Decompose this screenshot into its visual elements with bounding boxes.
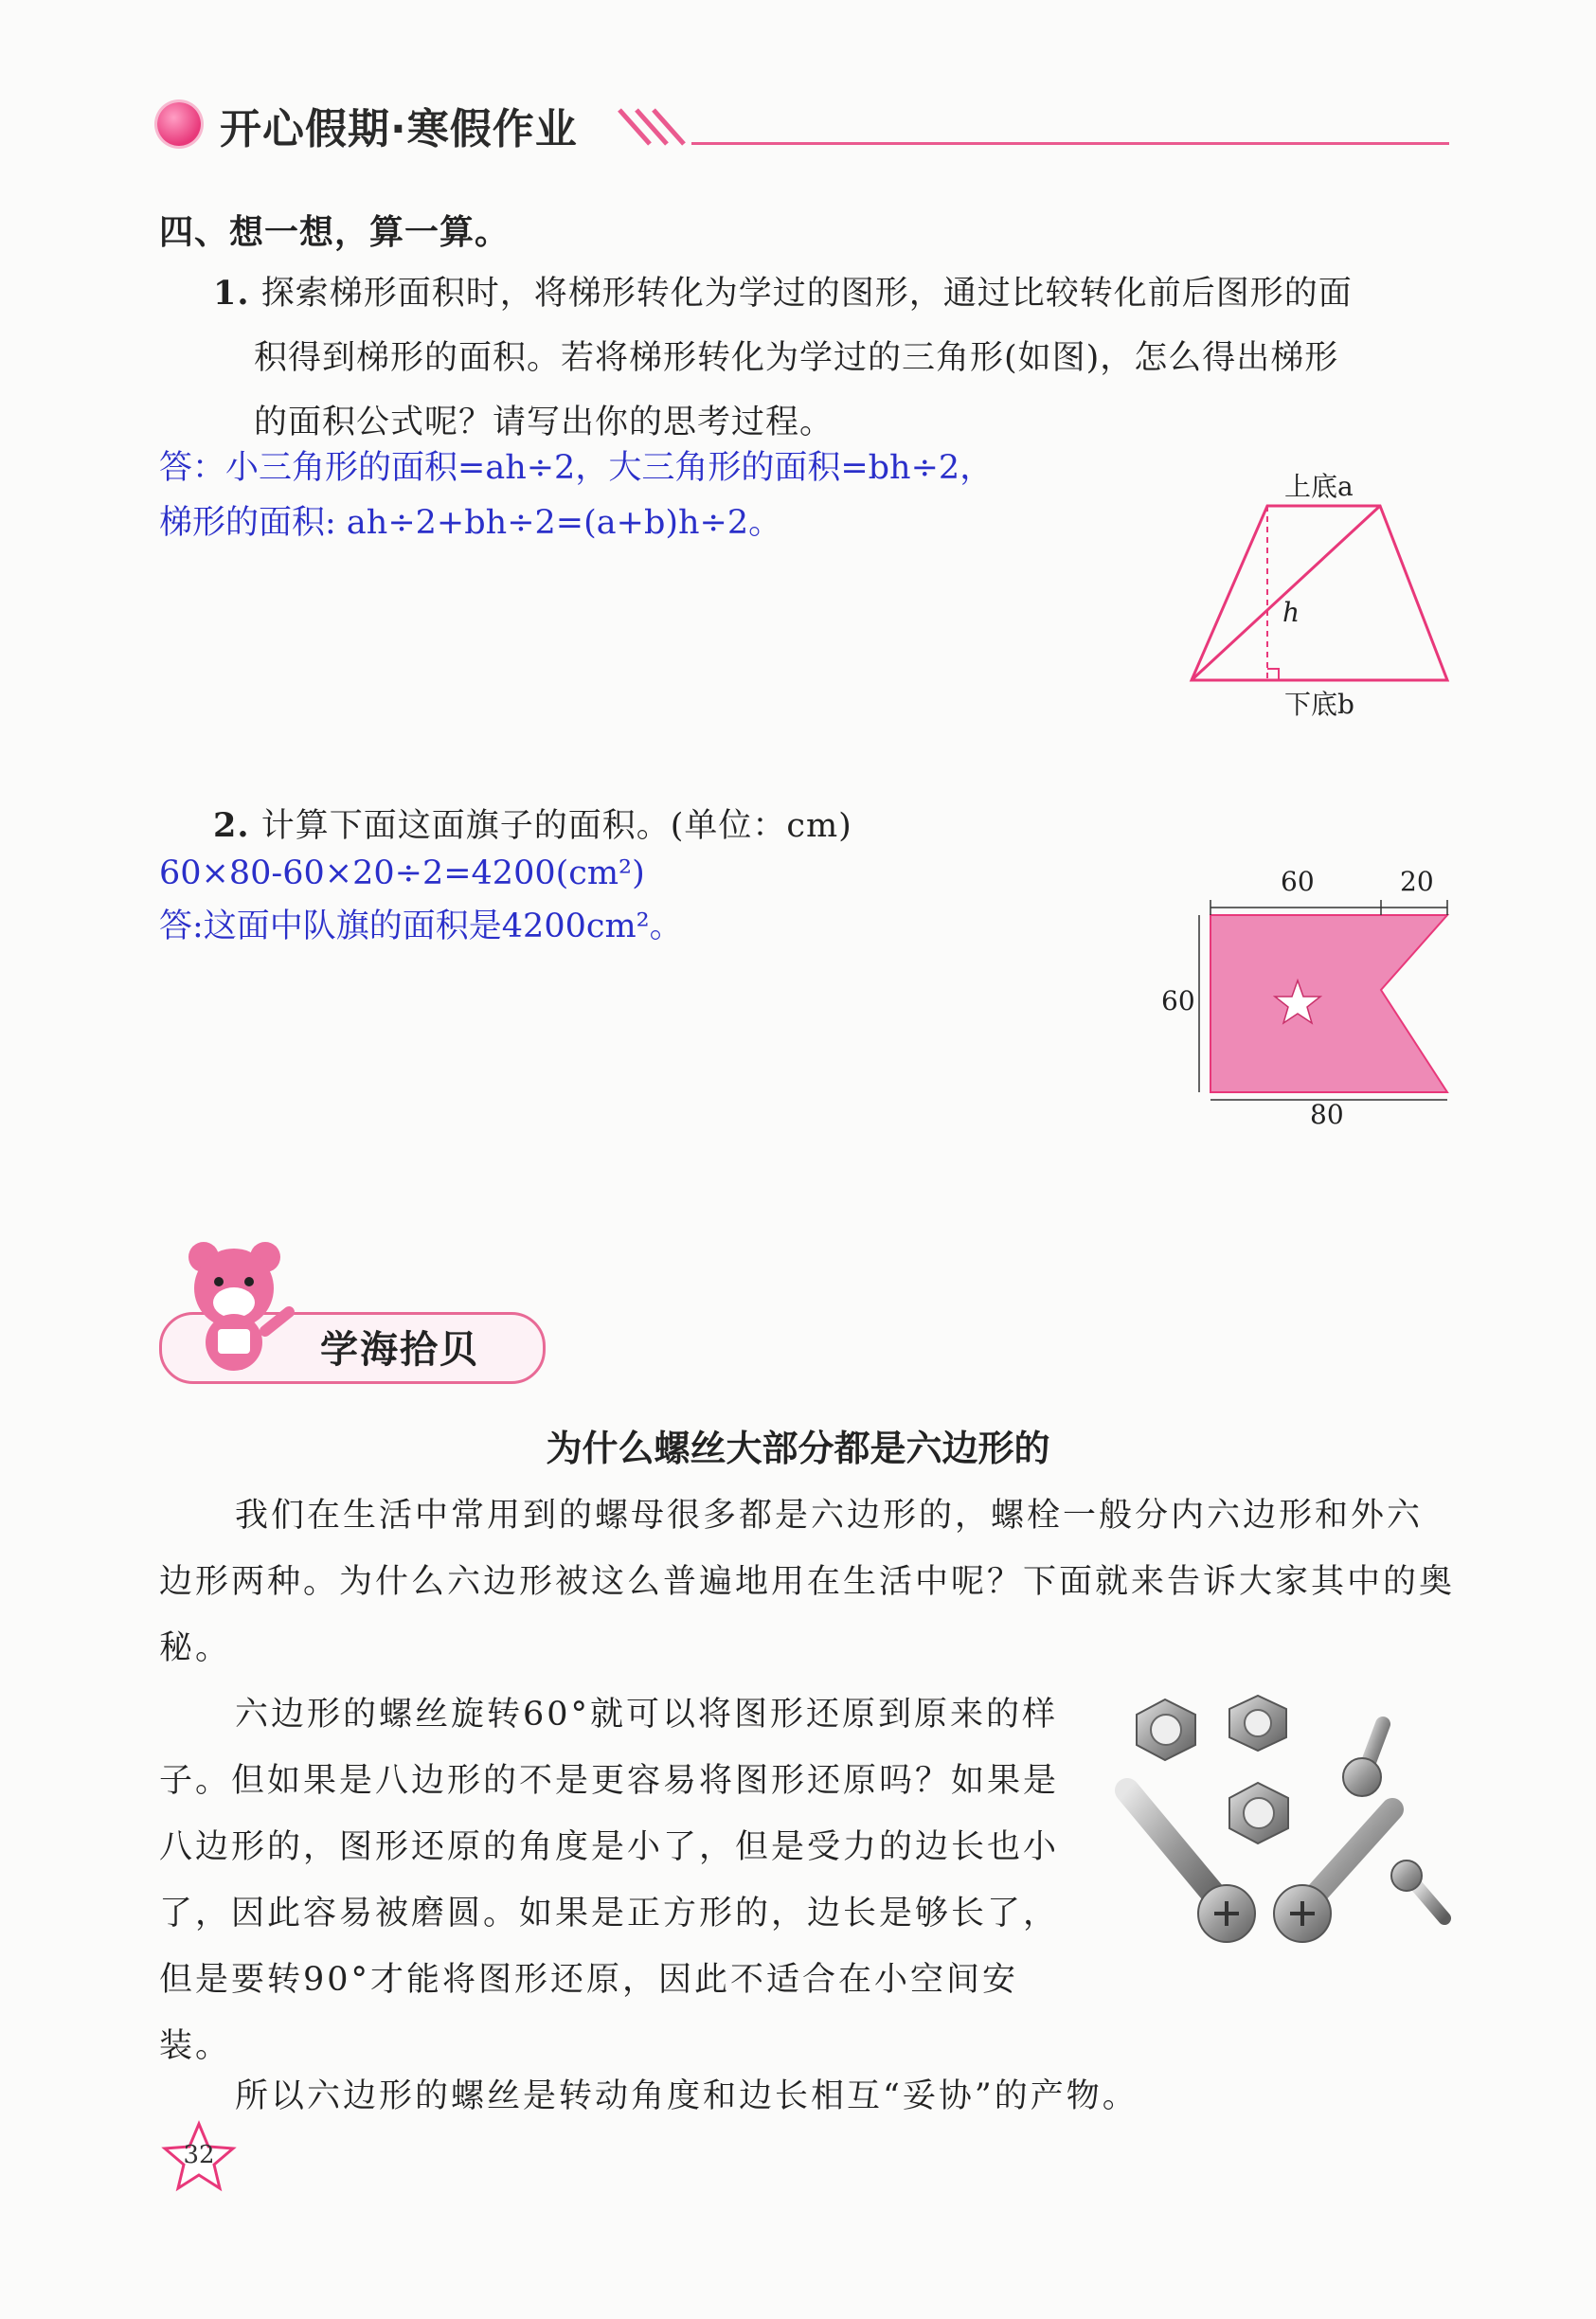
question-2-number: 2. <box>213 806 250 845</box>
nuts-and-bolts-image <box>1108 1686 1459 1961</box>
flag-dim-left: 60 <box>1161 985 1195 1016</box>
header-title: 开心假期·寒假作业 <box>220 105 578 153</box>
question-1-text-1: 探索梯形面积时，将梯形转化为学过的图形，通过比较转化前后图形的面 <box>260 275 1353 313</box>
article-paragraph-3: 所以六边形的螺丝是转动角度和边长相互“妥协”的产物。 <box>235 2077 1139 2115</box>
trapezoid-bottom-label: 下底b <box>1284 689 1354 720</box>
flag-dim-bottom: 80 <box>1310 1099 1344 1130</box>
trapezoid-top-label: 上底a <box>1284 471 1354 502</box>
flag-figure <box>1156 872 1468 1118</box>
question-1-line-1 <box>213 261 1459 326</box>
flag-dim-top-right: 20 <box>1400 866 1434 897</box>
header-divider <box>691 142 1449 145</box>
answer-1-line-1: 答：小三角形的面积=ah÷2，大三角形的面积=bh÷2， <box>159 449 994 487</box>
section-banner-label: 学海拾贝 <box>320 1328 479 1372</box>
flag-dim-top-left: 60 <box>1281 866 1315 897</box>
header-dot-icon <box>157 102 201 146</box>
trapezoid-height-label: h <box>1282 597 1300 628</box>
answer-2-line-2: 答:这面中队旗的面积是4200cm²。 <box>159 908 683 945</box>
question-1-line-2: 积得到梯形的面积。若将梯形转化为学过的三角形(如图)，怎么得出梯形 <box>254 339 1339 377</box>
question-1-line-3: 的面积公式呢？请写出你的思考过程。 <box>254 404 834 441</box>
header-stripes-icon <box>616 106 691 148</box>
article-title: 为什么螺丝大部分都是六边形的 <box>546 1428 1050 1469</box>
article-paragraph-1: 我们在生活中常用到的螺母很多都是六边形的，螺栓一般分内六边形和外六边形两种。为什么六边形被这么普遍地用在生活中呢？下面就来告诉大家其中的奥秘。 <box>159 1497 1456 1667</box>
question-1-number: 1. <box>213 274 250 313</box>
answer-2-line-1: 60×80-60×20÷2=4200(cm²) <box>159 854 645 892</box>
answer-1-line-2: 梯形的面积: ah÷2+bh÷2=(a+b)h÷2。 <box>159 504 782 542</box>
bear-mascot-icon <box>175 1236 298 1378</box>
section-title: 四、想一想，算一算。 <box>159 213 511 252</box>
article-paragraph-2: 六边形的螺丝旋转60°就可以将图形还原到原来的样子。但如果是八边形的不是更容易将图形还原吗？如果是八边形的，图形还原的角度是小了，但是受力的边长也小了，因此容易被磨圆。如果是正方形的，边长是够长了，但是要转90°才能将图形还原，因此不适合在小空间安装。 <box>159 1696 1060 2065</box>
question-2-text: 计算下面这面旗子的面积。(单位：cm) <box>260 807 852 845</box>
page-number: 32 <box>183 2141 215 2169</box>
